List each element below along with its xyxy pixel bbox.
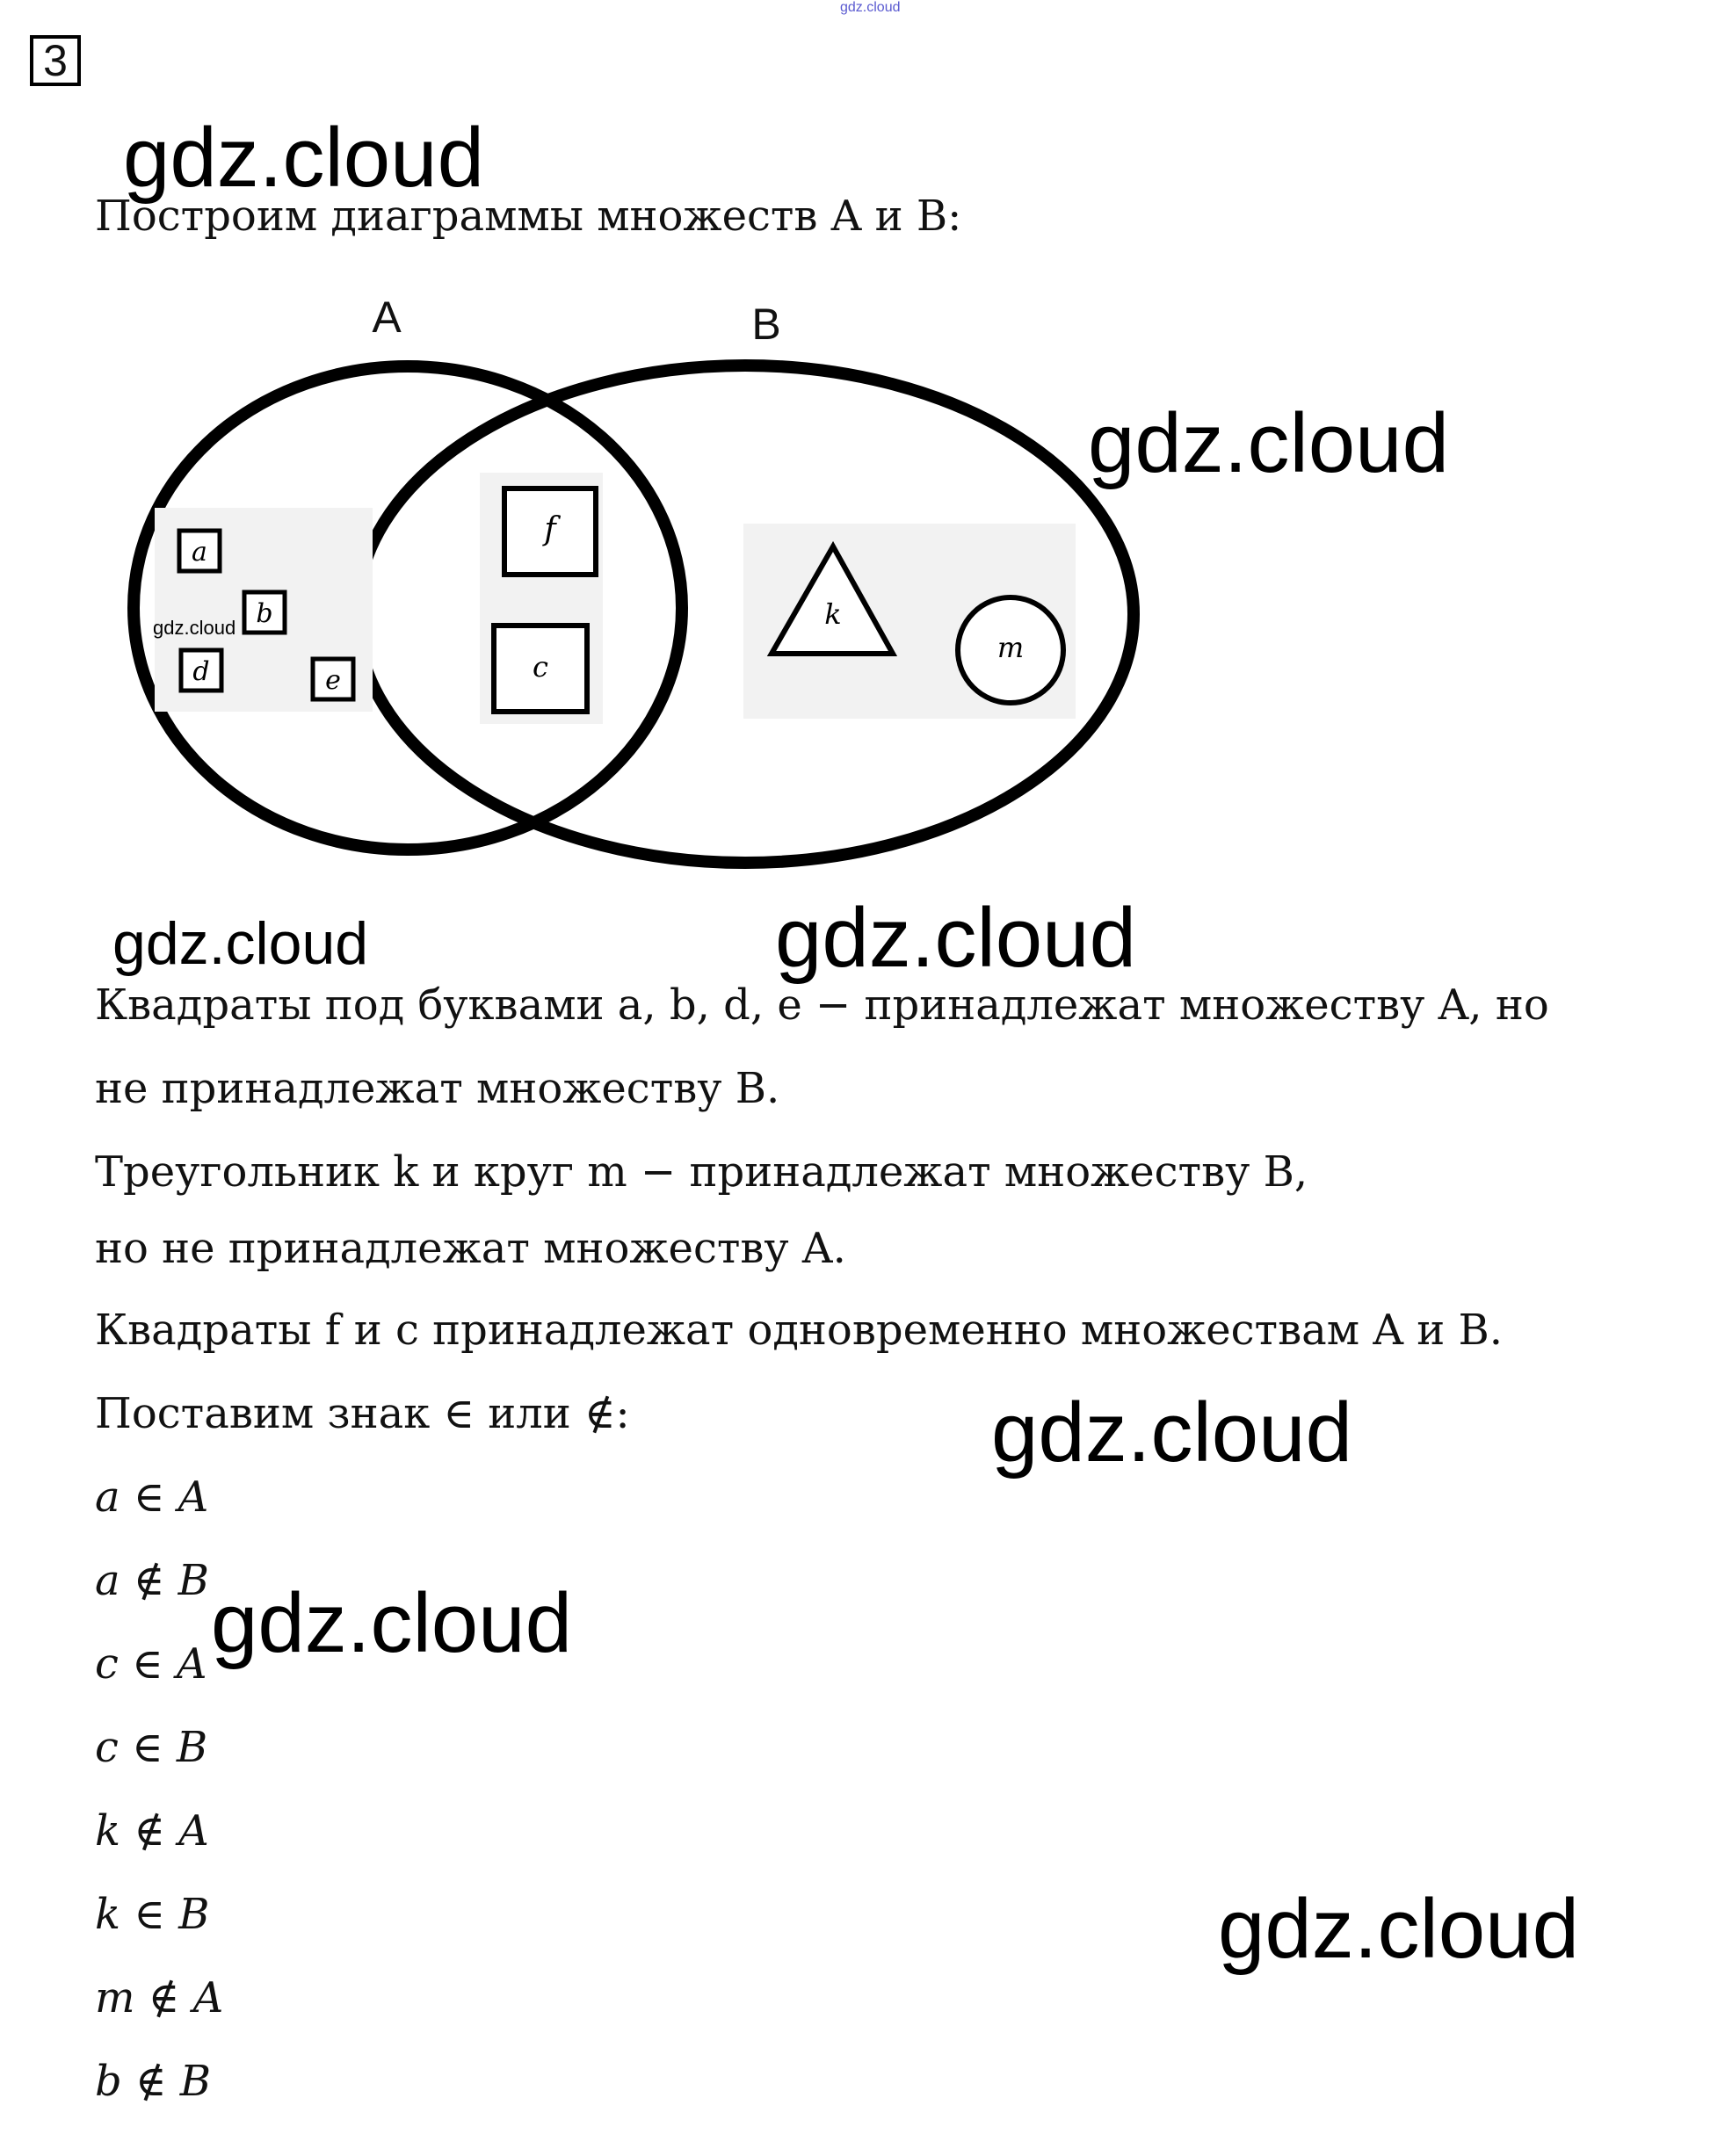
watermark: gdz.cloud (153, 617, 236, 639)
element-d-label: d (192, 656, 210, 687)
relation-line: m ∉ A (95, 1973, 224, 2022)
watermark: gdz.cloud (123, 111, 484, 205)
paragraph-1-line-2: не принадлежат множеству B. (95, 1064, 780, 1113)
watermark: gdz.cloud (211, 1576, 572, 1670)
watermark: gdz.cloud (1088, 396, 1449, 490)
paragraph-2-line-1: Треугольник k и круг m − принадлежат множеству B, (95, 1147, 1308, 1197)
element-f (504, 488, 596, 575)
element-m-label: m (996, 631, 1025, 664)
element-b (244, 592, 285, 633)
watermark: gdz.cloud (775, 891, 1136, 985)
relation-line: c ∈ B (95, 1723, 208, 1772)
watermark: gdz.cloud (1218, 1882, 1579, 1976)
watermark: gdz.cloud (991, 1385, 1352, 1480)
paragraph-1-line-1: Квадраты под буквами a, b, d, e − принадлежат множеству A, но (95, 980, 1549, 1030)
relation-line: k ∉ A (95, 1806, 209, 1856)
set-a-label: A (372, 293, 402, 342)
element-c (494, 626, 587, 712)
element-e-label: e (325, 665, 341, 696)
relation-line: k ∈ B (95, 1890, 210, 1939)
element-e (313, 659, 353, 699)
watermark: gdz.cloud (112, 910, 369, 977)
element-d (181, 650, 221, 691)
element-a-label: a (192, 537, 207, 568)
task-number: 3 (43, 36, 68, 85)
element-f-label: f (544, 511, 556, 547)
relation-line: a ∉ B (95, 1556, 209, 1605)
paragraph-2-line-2: но не принадлежат множеству A. (95, 1224, 846, 1273)
element-m (958, 597, 1063, 703)
paragraph-4: Поставим знак ∈ или ∉: (95, 1389, 630, 1438)
element-k-label: k (824, 597, 842, 631)
relation-line: b ∉ B (95, 2057, 212, 2106)
relation-line: a ∈ A (95, 1472, 209, 1522)
top-watermark: gdz.cloud (840, 0, 901, 15)
paragraph-3: Квадраты f и c принадлежат одновременно множествам A и B. (95, 1306, 1504, 1355)
element-b-label: b (256, 598, 273, 629)
element-c-label: c (533, 650, 548, 684)
element-a (179, 531, 220, 571)
set-b-label: B (751, 300, 781, 349)
intro-line: Построим диаграммы множеств A и B: (95, 192, 962, 241)
relation-line: c ∈ A (95, 1639, 207, 1689)
